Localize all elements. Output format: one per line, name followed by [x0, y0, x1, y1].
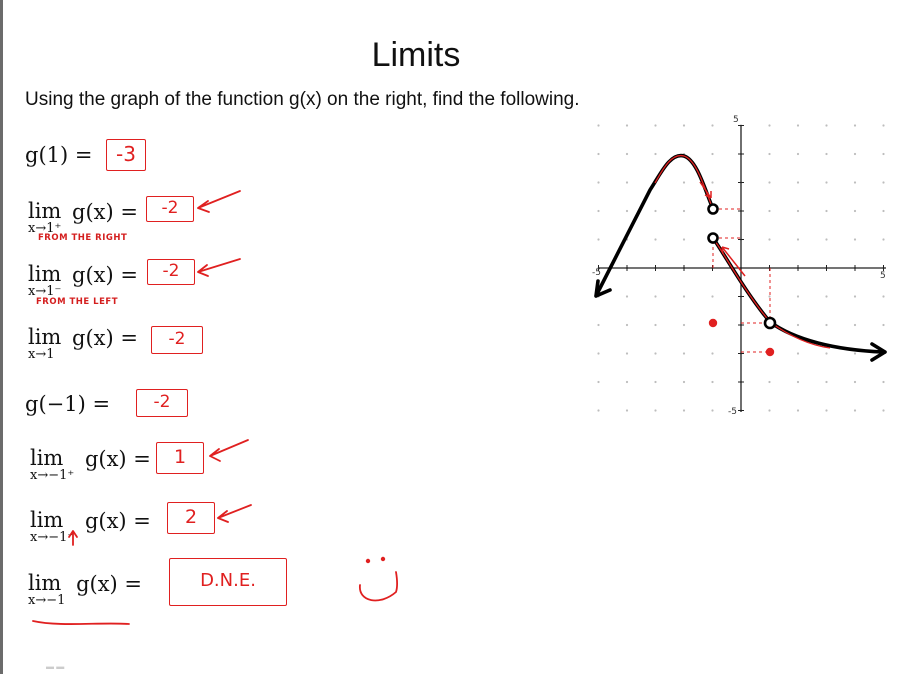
curve-right-piece-trace: [713, 238, 830, 348]
grid-dot: [882, 409, 884, 411]
grid-dot: [882, 181, 884, 183]
grid-dot: [854, 324, 856, 326]
limit-function: g(x) =: [76, 572, 143, 596]
grid-dot: [683, 352, 685, 354]
grid-dot: [825, 238, 827, 240]
grid-dot: [797, 381, 799, 383]
grid-dot: [854, 210, 856, 212]
grid-dot: [825, 352, 827, 354]
closed-point: [766, 348, 774, 356]
grid-dot: [768, 124, 770, 126]
limit-subscript: x→−1⁺: [30, 468, 75, 483]
grid-dot: [825, 381, 827, 383]
limit-word: lim: [28, 199, 62, 223]
grid-dot: [768, 153, 770, 155]
grid-dot: [854, 153, 856, 155]
grid-dot: [711, 295, 713, 297]
limit-word: lim: [28, 262, 62, 286]
grid-dot: [797, 124, 799, 126]
grid-dot: [597, 409, 599, 411]
grid-dot: [768, 181, 770, 183]
grid-dot: [825, 181, 827, 183]
grid-dot: [597, 124, 599, 126]
trace-arrow: [700, 182, 711, 198]
note-from-the-right: FROM THE RIGHT: [38, 233, 128, 243]
limit-word: lim: [28, 571, 62, 595]
grid-dot: [797, 324, 799, 326]
grid-dot: [626, 295, 628, 297]
grid-dot: [683, 324, 685, 326]
grid-dot: [683, 124, 685, 126]
grid-dot: [854, 124, 856, 126]
limit-function: g(x) =: [72, 263, 138, 287]
answer-box: -2: [147, 259, 195, 285]
grid-dot: [768, 295, 770, 297]
grid-dot: [854, 381, 856, 383]
y-max-label: 5: [733, 115, 739, 125]
y-min-label: -5: [728, 407, 737, 417]
grid-dot: [654, 295, 656, 297]
curve-right-piece: [713, 238, 883, 352]
x-max-label: 5: [880, 271, 886, 281]
grid-dot: [654, 238, 656, 240]
grid-dot: [654, 324, 656, 326]
grid-dot: [597, 210, 599, 212]
grid-dot: [882, 324, 884, 326]
grid-dot: [825, 409, 827, 411]
grid-dot: [597, 153, 599, 155]
grid-dot: [597, 352, 599, 354]
grid-dot: [825, 324, 827, 326]
grid-dot: [654, 153, 656, 155]
grid-dot: [882, 210, 884, 212]
grid-dot: [626, 153, 628, 155]
grid-dot: [854, 352, 856, 354]
grid-dot: [711, 381, 713, 383]
grid-dot: [825, 153, 827, 155]
limit-function: g(x) =: [72, 326, 138, 350]
answer-box: -2: [151, 326, 203, 354]
grid-dot: [711, 181, 713, 183]
limit-subscript: x→1: [28, 347, 55, 362]
grid-dot: [626, 352, 628, 354]
answer-box: -2: [136, 389, 188, 417]
limit-function: g(x) =: [72, 200, 138, 224]
grid-dot: [825, 210, 827, 212]
note-from-the-left: FROM THE LEFT: [36, 297, 118, 307]
limit-subscript: x→1⁻: [28, 284, 62, 299]
grid-dot: [854, 295, 856, 297]
answer-box-dne: D.N.E.: [169, 558, 287, 606]
grid-dot: [626, 210, 628, 212]
grid-dot: [711, 153, 713, 155]
question-lhs: g(1) =: [25, 143, 93, 167]
grid-dot: [797, 210, 799, 212]
grid-dot: [683, 381, 685, 383]
axes: [598, 126, 886, 413]
grid-dot: [854, 181, 856, 183]
limit-function: g(x) =: [84, 447, 151, 471]
grid-dot: [882, 153, 884, 155]
grid-dot: [626, 181, 628, 183]
grid-dot: [882, 124, 884, 126]
open-point: [709, 205, 718, 214]
grid-dot: [825, 295, 827, 297]
closed-point: [709, 319, 717, 327]
limit-word: lim: [30, 446, 64, 470]
grid-dot: [711, 124, 713, 126]
limit-word: lim: [30, 508, 64, 532]
grid-dot: [797, 238, 799, 240]
question-lhs: g(−1) =: [25, 392, 111, 416]
open-point: [765, 318, 775, 328]
limit-word: lim: [28, 325, 62, 349]
grid-dot: [626, 381, 628, 383]
answer-box: 1: [156, 442, 204, 474]
answer-box: -2: [146, 196, 194, 222]
grid-dot: [854, 409, 856, 411]
grid-dot: [597, 238, 599, 240]
grid-dot: [597, 381, 599, 383]
grid-dot: [597, 181, 599, 183]
grid-dot: [768, 381, 770, 383]
grid-dot: [597, 324, 599, 326]
grid-dot: [654, 210, 656, 212]
grid-dot: [797, 409, 799, 411]
grid-dot: [654, 352, 656, 354]
grid-dot: [711, 352, 713, 354]
grid-dot: [768, 238, 770, 240]
grid-dot: [626, 324, 628, 326]
limit-subscript: x→−1⁻: [30, 530, 75, 545]
grid-dot: [683, 295, 685, 297]
grid-dot: [683, 181, 685, 183]
grid-dot: [825, 124, 827, 126]
curve-left-piece: [598, 156, 713, 292]
grid-dot: [711, 409, 713, 411]
limit-subscript: x→1⁺: [28, 221, 62, 236]
answer-box: -3: [106, 139, 146, 171]
slide-footer-mark: ▬ ▬: [46, 662, 65, 671]
grid-dot: [797, 153, 799, 155]
page-title: Limits: [371, 36, 461, 74]
grid-dot: [768, 409, 770, 411]
answer-box: 2: [167, 502, 215, 534]
grid-dot: [797, 295, 799, 297]
limit-function: g(x) =: [84, 509, 151, 533]
grid-dot: [882, 295, 884, 297]
grid-dot: [683, 238, 685, 240]
grid-dot: [797, 352, 799, 354]
limit-subscript: x→−1: [28, 593, 66, 608]
grid-dot: [882, 381, 884, 383]
x-min-label: -5: [592, 268, 601, 278]
open-point: [709, 234, 718, 243]
grid-dot: [797, 181, 799, 183]
grid-dot: [654, 381, 656, 383]
grid-dot: [683, 409, 685, 411]
grid-dot: [626, 124, 628, 126]
grid-dot: [654, 124, 656, 126]
grid-dot: [626, 409, 628, 411]
grid-dot: [854, 238, 856, 240]
grid-dot: [882, 238, 884, 240]
instruction-text: Using the graph of the function g(x) on the right, find the following.: [25, 89, 580, 110]
grid-dot: [683, 210, 685, 212]
grid-dot: [654, 409, 656, 411]
grid-dot: [768, 210, 770, 212]
